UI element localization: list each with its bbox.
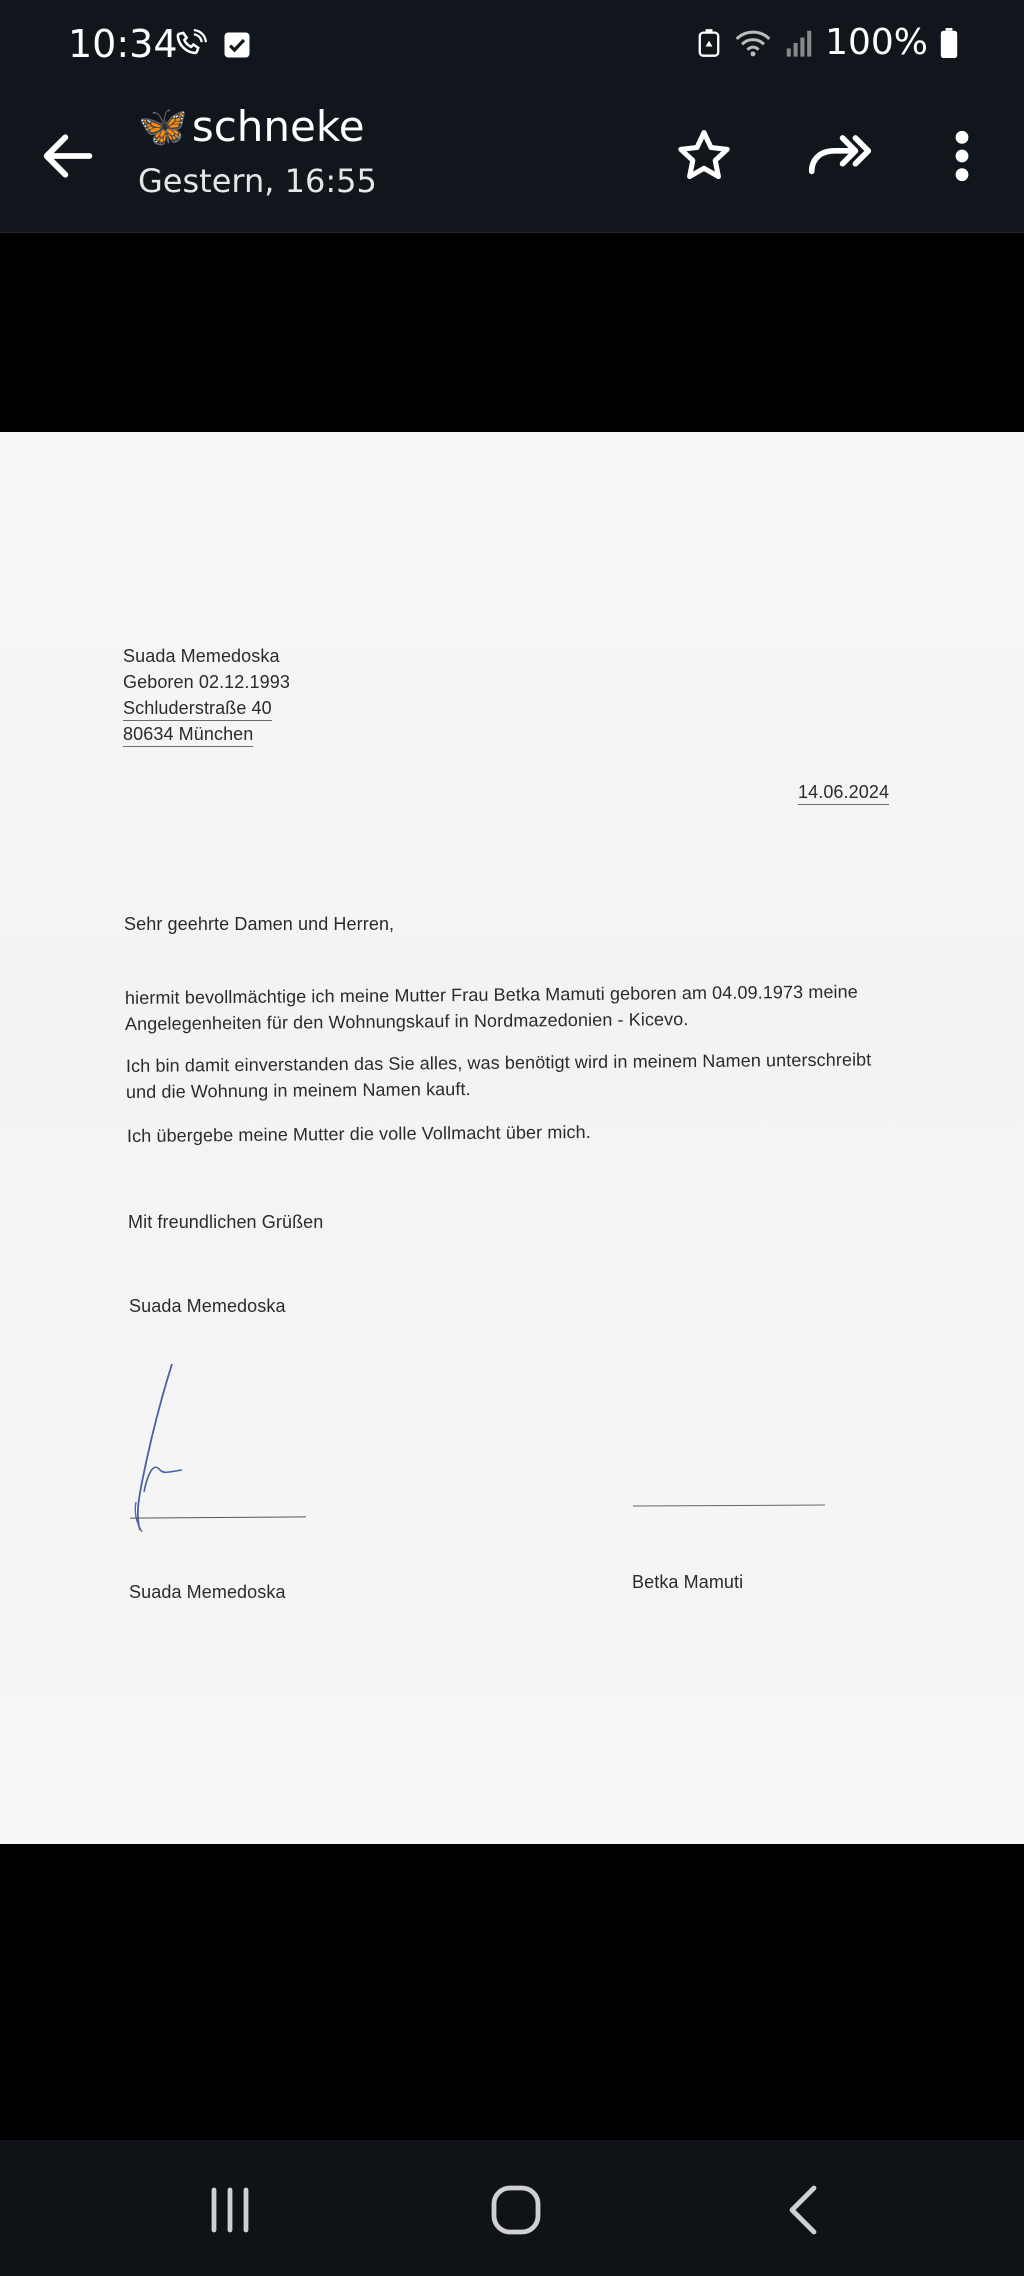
closing-name: Suada Memedoska bbox=[129, 1296, 286, 1316]
address-born: Geboren 02.12.1993 bbox=[123, 672, 290, 692]
signature-name-right: Betka Mamuti bbox=[632, 1572, 744, 1592]
app-bar bbox=[0, 92, 1024, 233]
battery-icon bbox=[940, 28, 958, 58]
arrow-left-icon bbox=[36, 124, 100, 188]
handwritten-signature bbox=[120, 1362, 230, 1537]
more-vert-icon bbox=[940, 124, 984, 188]
paragraph-2-line-2: und die Wohnung in meinem Namen kauft. bbox=[125, 1078, 471, 1102]
paragraph-2-line-1: Ich bin damit einverstanden das Sie alles, was benötigt wird in meinem Namen unterschreibt bbox=[125, 1049, 872, 1076]
document-date: 14.06.2024 bbox=[798, 782, 889, 805]
checkbox-notification-icon bbox=[222, 28, 252, 62]
closing: Mit freundlichen Grüßen bbox=[128, 1212, 324, 1232]
chevron-left-icon bbox=[776, 2182, 836, 2238]
butterfly-icon: 🦋 bbox=[138, 104, 188, 150]
signal-icon bbox=[785, 28, 813, 58]
status-bar bbox=[0, 0, 1024, 92]
forward-all-icon bbox=[804, 124, 876, 188]
paragraph-3: Ich übergebe meine Mutter die volle Vollmacht über mich. bbox=[126, 1121, 591, 1146]
address-street: Schluderstraße 40 bbox=[123, 698, 272, 721]
recents-button[interactable] bbox=[200, 2182, 260, 2238]
recycle-icon bbox=[697, 28, 721, 58]
nav-back-button[interactable] bbox=[776, 2182, 836, 2238]
wifi-call-icon bbox=[174, 28, 208, 62]
back-button[interactable] bbox=[36, 124, 100, 188]
forward-button[interactable] bbox=[804, 124, 876, 188]
document-image[interactable] bbox=[0, 432, 1024, 1844]
star-icon bbox=[672, 124, 736, 188]
paragraph-1-line-2: Angelegenheiten für den Wohnungskauf in Nordmazedonien - Kicevo. bbox=[124, 1009, 689, 1034]
salutation: Sehr geehrte Damen und Herren, bbox=[124, 914, 395, 934]
paragraph-1-line-1: hiermit bevollmächtige ich meine Mutter Frau Betka Mamuti geboren am 04.09.1973 meine bbox=[124, 981, 858, 1008]
star-button[interactable] bbox=[672, 124, 736, 188]
more-options-button[interactable] bbox=[940, 124, 984, 188]
signature-name-left: Suada Memedoska bbox=[129, 1582, 286, 1602]
address-city: 80634 München bbox=[123, 724, 253, 747]
sender-name: schneke bbox=[191, 102, 365, 151]
message-timestamp: Gestern, 16:55 bbox=[138, 162, 377, 200]
battery-percent: 100% bbox=[825, 22, 928, 63]
sender-title bbox=[138, 102, 365, 151]
recents-icon bbox=[200, 2182, 260, 2238]
navigation-bar bbox=[0, 2140, 1024, 2276]
address-name: Suada Memedoska bbox=[123, 646, 280, 666]
home-icon bbox=[486, 2182, 546, 2238]
status-time: 10:34 bbox=[68, 22, 178, 66]
signature-line-right bbox=[633, 1504, 825, 1506]
wifi-icon bbox=[733, 28, 773, 58]
home-button[interactable] bbox=[486, 2182, 546, 2238]
